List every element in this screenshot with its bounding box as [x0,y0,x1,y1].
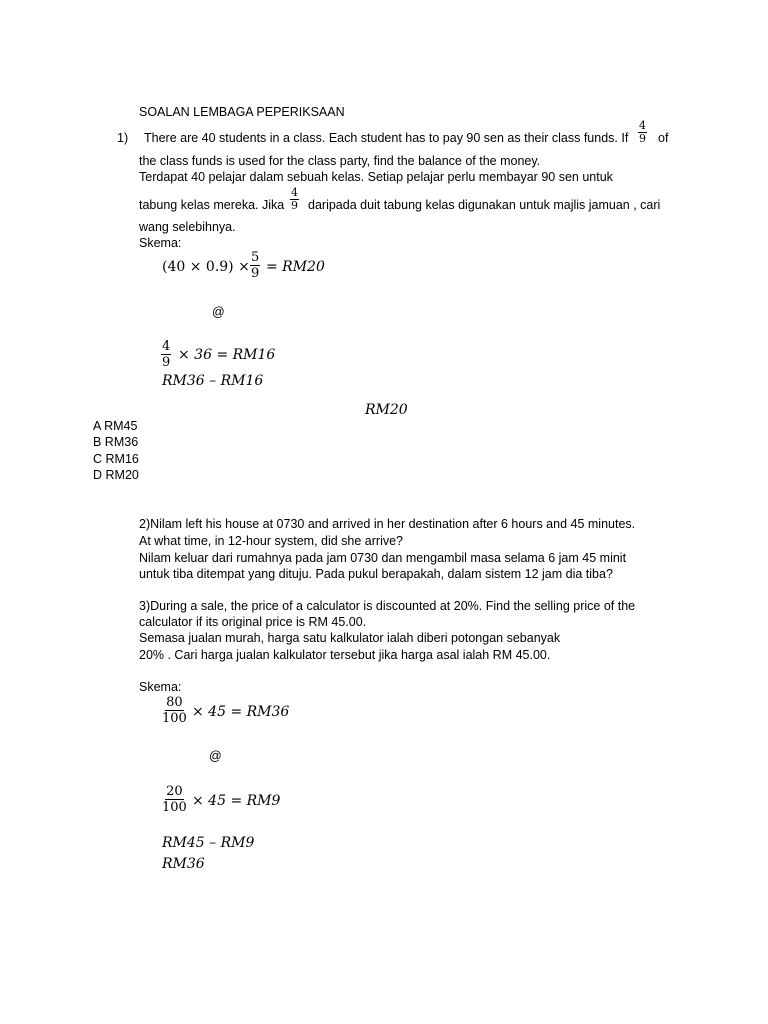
q1-option-d: D RM20 [93,468,139,482]
q1-option-a: A RM45 [93,419,138,433]
fraction-denominator: 9 [162,355,171,370]
fraction-numerator: 5 [251,250,260,265]
q1-calc-2-fraction [161,339,171,370]
q1-fraction-malay [290,187,299,212]
q3-skema-label: Skema: [139,680,182,694]
q1-calc-1-left: (40 × 0.9) × [162,259,250,275]
q3-text-line-4: 20% . Cari harga jualan kalkulator tersebut jika harga asal ialah RM 45.00. [139,648,551,662]
q1-calc-2-right: × 36 = RM16 [178,347,276,363]
q1-option-b: B RM36 [93,435,139,449]
q1-calc-1-fraction [250,250,260,281]
q1-number: 1) [117,131,129,145]
fraction-numerator: 4 [639,119,646,132]
q3-calc-1-fraction [161,695,188,726]
q2-text-line-2: At what time, in 12-hour system, did she arrive? [139,534,404,548]
q1-or-symbol: @ [212,305,225,319]
fraction-denominator: 100 [162,711,187,726]
q1-text-line-3: Terdapat 40 pelajar dalam sebuah kelas. Setiap pelajar perlu membayar 90 sen untuk [139,170,613,184]
q1-option-c: C RM16 [93,452,139,466]
fraction-denominator: 100 [162,800,187,815]
q2-text-line-4: untuk tiba ditempat yang dituju. Pada pukul berapakah, dalam sistem 12 jam dia tiba? [139,567,613,581]
q3-calc-4: RM36 [162,856,205,872]
q1-text-line-4a: tabung kelas mereka. Jika [139,198,285,212]
fraction-denominator: 9 [639,132,646,145]
q1-text-line-4b: daripada duit tabung kelas digunakan untuk majlis jamuan , cari [308,198,661,212]
q1-calc-1-right: = RM20 [266,259,325,275]
q1-answer: RM20 [365,402,408,418]
q3-calc-2-right: × 45 = RM9 [192,793,281,809]
fraction-numerator: 4 [291,186,298,199]
fraction-denominator: 9 [291,199,298,212]
fraction-numerator: 20 [166,784,183,799]
q2-text-line-1: 2)Nilam left his house at 0730 and arrived in her destination after 6 hours and 45 minutes. [139,517,636,531]
page-title: SOALAN LEMBAGA PEPERIKSAAN [139,105,345,119]
q1-fraction [638,120,647,145]
q3-calc-3: RM45 – RM9 [162,835,255,851]
q3-text-line-1: 3)During a sale, the price of a calculator is discounted at 20%. Find the selling price of the [139,599,636,613]
q3-text-line-2: calculator if its original price is RM 45.00. [139,615,367,629]
q1-calc-3: RM36 – RM16 [162,373,264,389]
q3-or-symbol: @ [209,749,222,763]
q1-skema-label: Skema: [139,236,182,250]
q3-text-line-3: Semasa jualan murah, harga satu kalkulator ialah diberi potongan sebanyak [139,631,561,645]
fraction-numerator: 4 [162,339,171,354]
q1-text-line-1: There are 40 students in a class. Each student has to pay 90 sen as their class funds. If [144,131,629,145]
q1-text-line-1-end: of [658,131,669,145]
fraction-denominator: 9 [251,266,260,281]
q3-calc-1-right: × 45 = RM36 [192,704,290,720]
q3-calc-2-fraction [161,784,188,815]
q1-text-line-5: wang selebihnya. [139,220,236,234]
q2-text-line-3: Nilam keluar dari rumahnya pada jam 0730 dan mengambil masa selama 6 jam 45 minit [139,551,627,565]
fraction-numerator: 80 [166,695,183,710]
q1-text-line-2: the class funds is used for the class party, find the balance of the money. [139,154,541,168]
